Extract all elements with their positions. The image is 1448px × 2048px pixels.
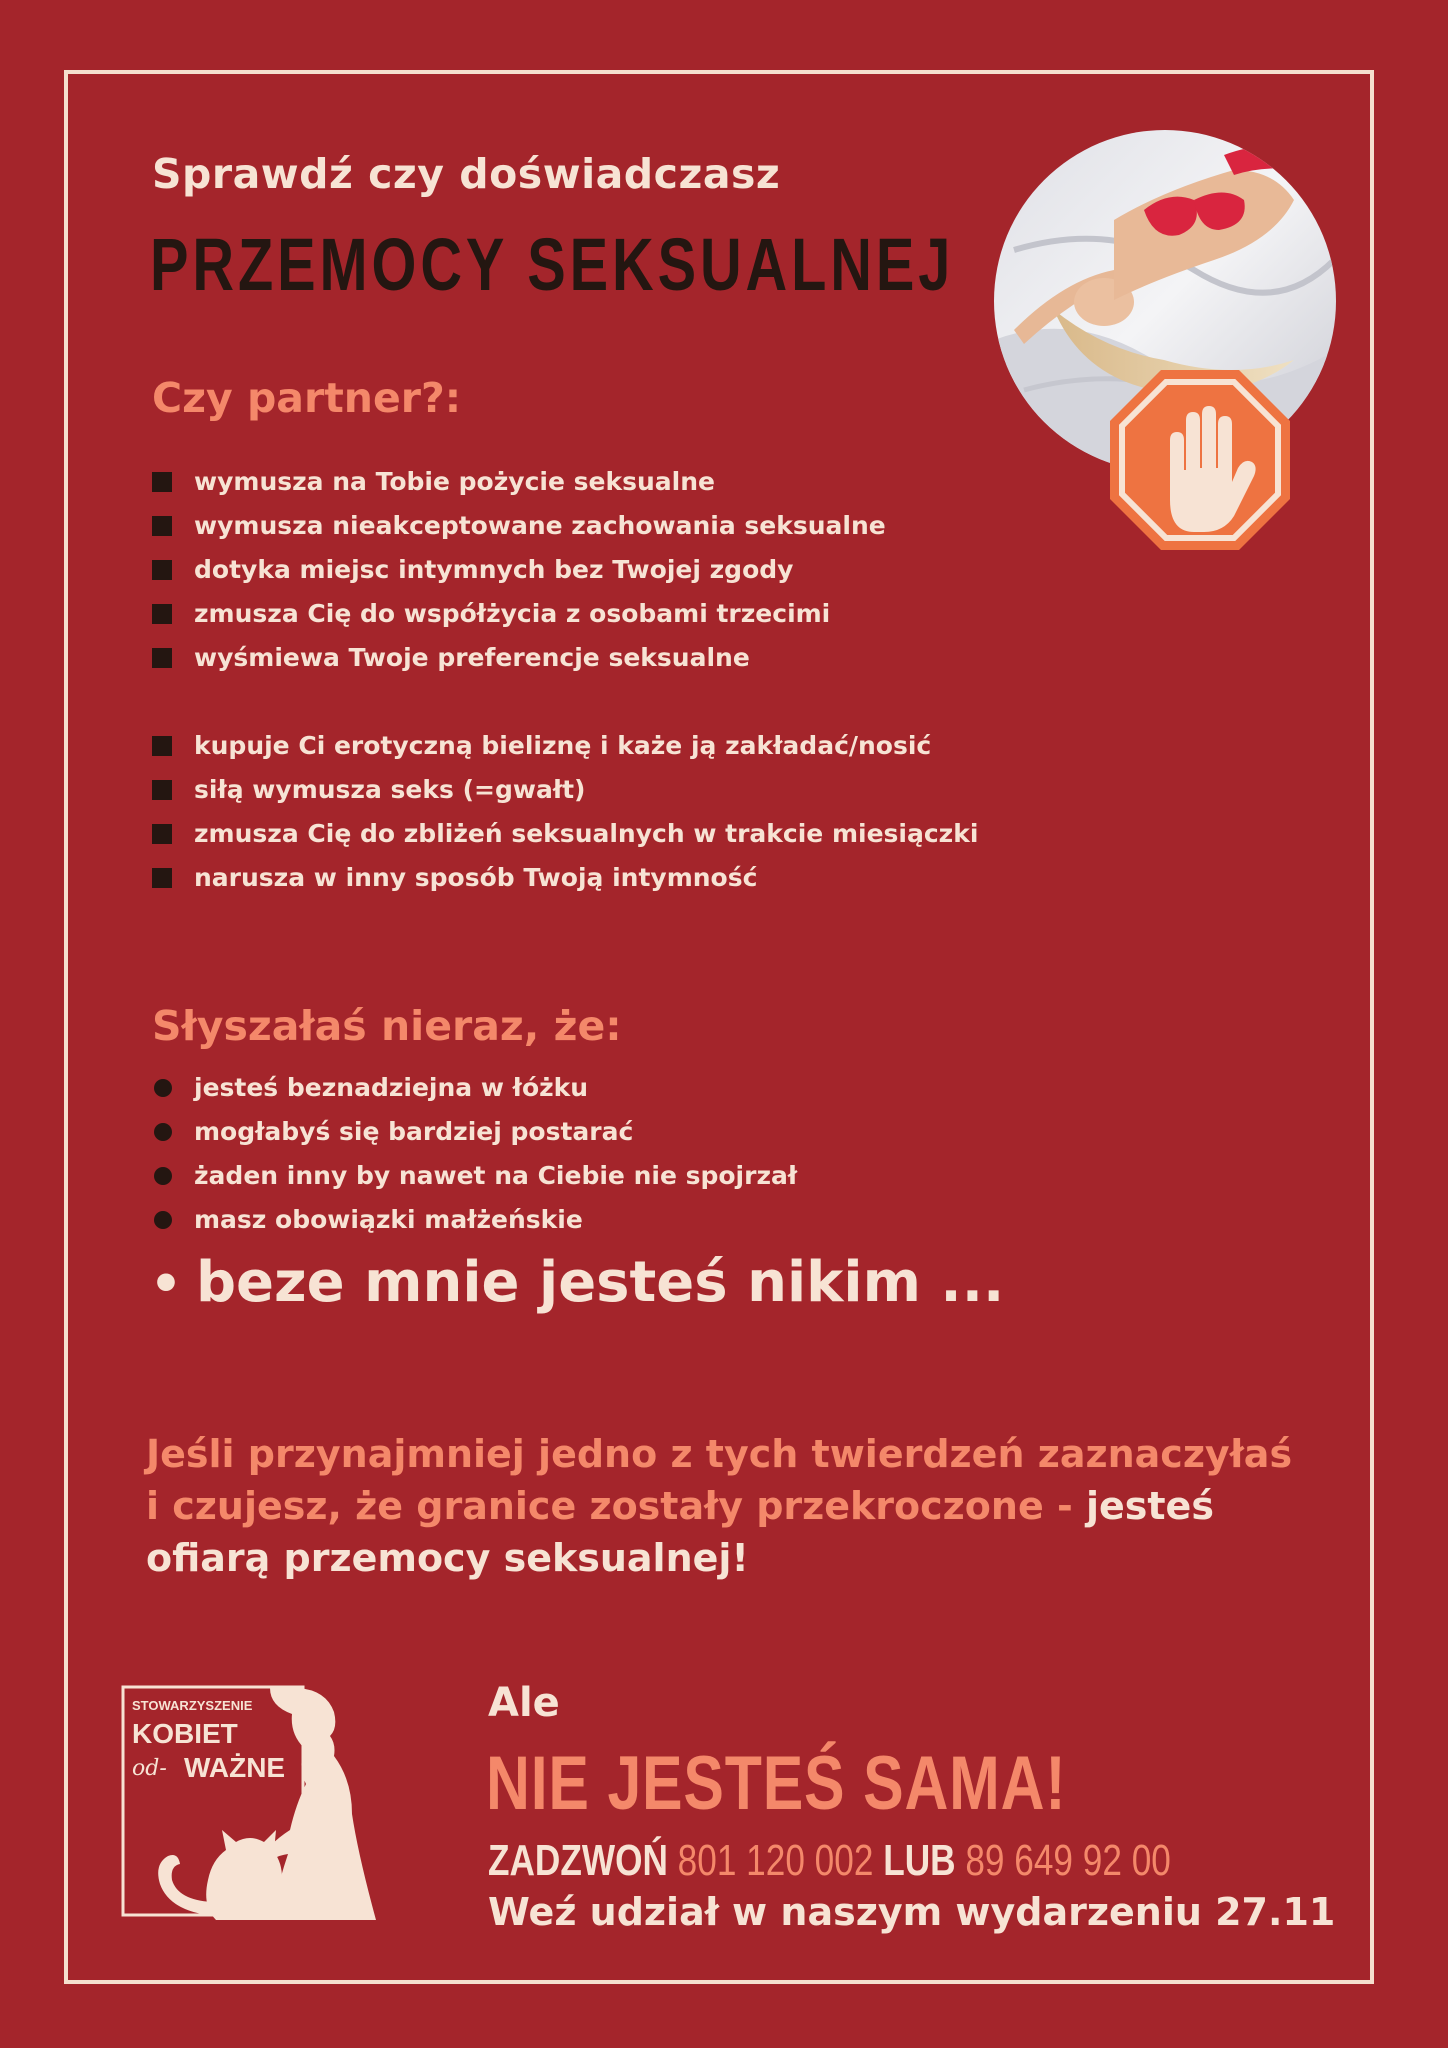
square-bullet-icon (152, 516, 172, 536)
round-bullet-icon (154, 1211, 172, 1229)
intro-text: Sprawdź czy doświadczasz (152, 150, 781, 198)
square-bullet-icon (152, 736, 172, 756)
square-bullet-icon (152, 648, 172, 668)
warning-statement: Jeśli przynajmniej jedno z tych twierdzeń zaznaczyłaś i czujesz, że granice zostały przekroczone - jesteś ofiarą przemocy seksualnej! (146, 1432, 1293, 1580)
woman-and-cat-silhouette-logo (120, 1684, 376, 1920)
square-bullet-icon (152, 780, 172, 800)
list-item: zmusza Cię do współżycia z osobami trzecimi (152, 592, 886, 636)
list-item: wymusza na Tobie pożycie seksualne (152, 460, 886, 504)
logo-line1: STOWARZYSZENIE (132, 1698, 253, 1713)
stop-hand-icon (1106, 366, 1294, 554)
list-item: dotyka miejsc intymnych bez Twojej zgody (152, 548, 886, 592)
list-item: wymusza nieakceptowane zachowania seksualne (152, 504, 886, 548)
list-item: żaden inny by nawet na Ciebie nie spojrzał (152, 1154, 797, 1198)
square-bullet-icon (152, 868, 172, 888)
logo-line2: KOBIET (132, 1718, 238, 1749)
partner-list-group2 (152, 724, 978, 900)
square-bullet-icon (152, 824, 172, 844)
logo-line3b: WAŻNE (184, 1752, 286, 1783)
round-bullet-icon (154, 1167, 172, 1185)
round-bullet-icon (154, 1079, 172, 1097)
ale-text: Ale (488, 1680, 560, 1726)
list-item: wyśmiewa Twoje preferencje seksualne (152, 636, 886, 680)
not-alone-headline: NIE JESTEŚ SAMA! (486, 1741, 1067, 1826)
call-line: ZADZWOŃ 801 120 002 LUB 89 649 92 00 (488, 1836, 1171, 1885)
list-item: narusza w inny sposób Twoją intymność (152, 856, 978, 900)
headline: PRZEMOCY SEKSUALNEJ (150, 223, 955, 306)
partner-section-title: Czy partner?: (152, 374, 462, 422)
list-item: jesteś beznadziejna w łóżku (152, 1066, 797, 1110)
logo-line3a: od- (132, 1756, 167, 1781)
heard-list (152, 1066, 797, 1242)
big-quote-item: • beze mnie jesteś nikim ... (150, 1250, 1005, 1315)
list-item: zmusza Cię do zbliżeń seksualnych w trakcie miesiączki (152, 812, 978, 856)
square-bullet-icon (152, 604, 172, 624)
list-item: siłą wymusza seks (=gwałt) (152, 768, 978, 812)
event-invite: Weź udział w naszym wydarzeniu 27.11 (488, 1890, 1336, 1934)
phone-link-1[interactable]: 801 120 002 (677, 1836, 874, 1885)
phone-link-2[interactable]: 89 649 92 00 (965, 1836, 1171, 1885)
partner-list-group1 (152, 460, 886, 680)
square-bullet-icon (152, 560, 172, 580)
heard-section-title: Słyszałaś nieraz, że: (152, 1002, 622, 1050)
list-item: masz obowiązki małżeńskie (152, 1198, 797, 1242)
square-bullet-icon (152, 472, 172, 492)
bullet-icon: • (150, 1255, 182, 1313)
list-item: kupuje Ci erotyczną bieliznę i każe ją zakładać/nosić (152, 724, 978, 768)
round-bullet-icon (154, 1123, 172, 1141)
list-item: mogłabyś się bardziej postarać (152, 1110, 797, 1154)
